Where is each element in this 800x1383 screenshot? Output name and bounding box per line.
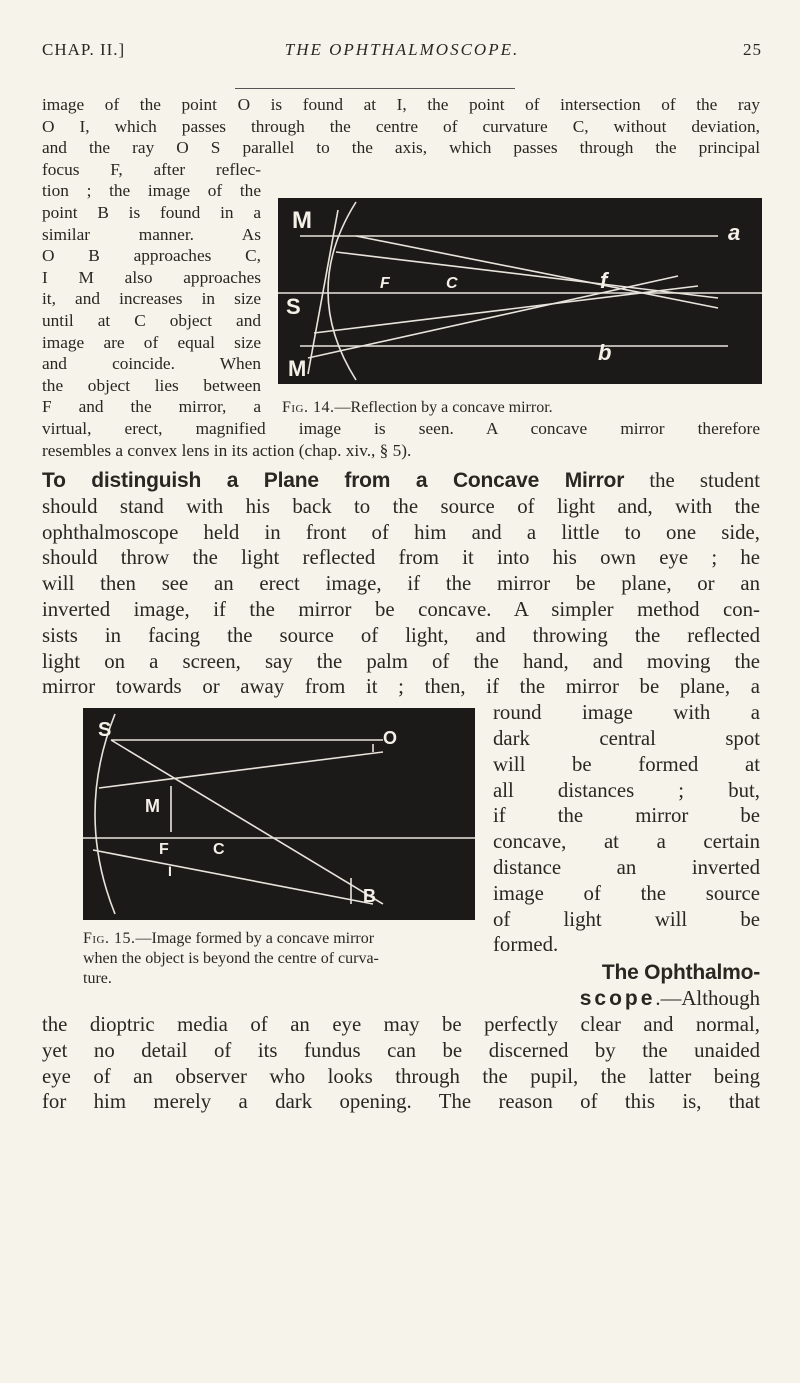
text-line: until at C object and bbox=[42, 311, 261, 330]
label-c: C bbox=[213, 841, 225, 858]
section-heading: The Ophthalmo- bbox=[601, 961, 760, 984]
text-line: O B approaches C, bbox=[42, 246, 261, 266]
caption-text: —Image formed by a concave mirror bbox=[135, 930, 375, 947]
chapter-label: CHAP. II.] bbox=[42, 40, 126, 59]
label-c: C bbox=[446, 275, 458, 292]
text-span: .—Although bbox=[655, 987, 760, 1010]
text-line: will be formed at bbox=[493, 752, 760, 776]
text-line: dark central spot bbox=[493, 727, 760, 750]
text-line: F and the mirror, a bbox=[42, 397, 261, 417]
figure-14-caption bbox=[282, 398, 553, 417]
text-line: mirror towards or away from it ; then, if the mirror be plane, a bbox=[42, 675, 760, 699]
text-line: similar manner. As bbox=[42, 224, 261, 244]
label-m-bottom: M bbox=[288, 356, 307, 381]
label-f: F bbox=[159, 841, 169, 858]
label-b: B bbox=[363, 886, 376, 906]
text-line: will then see an erect image, if the mirror be plane, or an bbox=[42, 572, 760, 596]
page-number: 25 bbox=[743, 40, 762, 59]
text-line bbox=[493, 986, 760, 1012]
label-focus-f: F bbox=[380, 275, 390, 292]
figure-15-caption-line: ture. bbox=[83, 970, 112, 987]
text-line: and the ray O S parallel to the axis, which passes through the principal bbox=[42, 138, 760, 158]
figure-14-diagram bbox=[278, 198, 762, 384]
section-heading: scope bbox=[579, 987, 656, 1010]
text-line: distance an inverted bbox=[493, 856, 760, 879]
text-line: and coincide. When bbox=[42, 354, 261, 374]
text-line: formed. bbox=[493, 933, 559, 957]
label-m: M bbox=[145, 796, 160, 816]
label-a: a bbox=[728, 220, 741, 245]
text-line: ophthalmoscope held in front of him and a little to one side, bbox=[42, 520, 760, 544]
text-line: of light will be bbox=[493, 907, 760, 931]
text-line: O I, which passes through the centre of curvature C, without deviation, bbox=[42, 116, 760, 136]
text-line: for him merely a dark opening. The reason of this is, that bbox=[42, 1090, 760, 1114]
text-line: image are of equal size bbox=[42, 332, 261, 352]
text-line: light on a screen, say the palm of the hand, and moving the bbox=[42, 649, 760, 673]
text-line: tion ; the image of the bbox=[42, 181, 261, 201]
text-line: image of the source bbox=[493, 881, 760, 905]
text-line: I M also approaches bbox=[42, 267, 261, 287]
text-line: all distances ; but, bbox=[493, 778, 760, 802]
text-line: point B is found in a bbox=[42, 203, 261, 222]
label-m-top: M bbox=[292, 207, 312, 234]
text-line: concave, at a certain bbox=[493, 830, 760, 854]
text-line: inverted image, if the mirror be concave. A simpler method con- bbox=[42, 598, 760, 621]
section-heading: To distinguish a Plane from a Concave Mirror bbox=[42, 469, 625, 492]
figure-15-caption-line: when the object is beyond the centre of curva- bbox=[83, 950, 379, 967]
text-line: the object lies between bbox=[42, 375, 261, 395]
text-line bbox=[493, 960, 760, 986]
text-line: sists in facing the source of light, and throwing the reflected bbox=[42, 623, 760, 647]
text-line: should stand with his back to the source of light and, with the bbox=[42, 494, 760, 518]
text-line: should throw the light reflected from it into his own eye ; he bbox=[42, 546, 760, 570]
text-line: eye of an observer who looks through the pupil, the latter being bbox=[42, 1064, 760, 1088]
label-s: S bbox=[98, 719, 112, 741]
text-line: it, and increases in size bbox=[42, 289, 261, 309]
label-o: O bbox=[383, 728, 398, 748]
text-line: yet no detail of its fundus can be discerned by the unaided bbox=[42, 1038, 760, 1062]
text-line: resembles a convex lens in its action (chap. xiv., § 5). bbox=[42, 440, 412, 460]
label-b: b bbox=[598, 340, 612, 365]
text-line: the dioptric media of an eye may be perfectly clear and normal, bbox=[42, 1013, 760, 1036]
text-line: image of the point O is found at I, the point of intersection of the ray bbox=[42, 95, 760, 114]
running-title: THE OPHTHALMOSCOPE. bbox=[284, 40, 520, 59]
text-line bbox=[42, 468, 760, 494]
figure-15-caption-line bbox=[83, 929, 374, 948]
header-rule bbox=[235, 88, 515, 89]
text-line: virtual, erect, magnified image is seen. A concave mirror therefore bbox=[42, 419, 760, 438]
label-s: S bbox=[286, 294, 301, 319]
caption-text: —Reflection by a concave mirror. bbox=[334, 399, 553, 416]
figure-14-background bbox=[278, 198, 762, 384]
label-f: f bbox=[600, 268, 608, 293]
text-line: round image with a bbox=[493, 701, 760, 725]
running-head bbox=[42, 40, 762, 70]
text-line: if the mirror be bbox=[493, 804, 760, 828]
caption-label: Fig. 14. bbox=[282, 399, 335, 416]
figure-15-diagram bbox=[83, 708, 475, 920]
text-span: the student bbox=[649, 469, 760, 492]
text-line: focus F, after reflec- bbox=[42, 159, 261, 179]
label-i: I bbox=[168, 863, 172, 879]
caption-label: Fig. 15. bbox=[83, 930, 136, 947]
